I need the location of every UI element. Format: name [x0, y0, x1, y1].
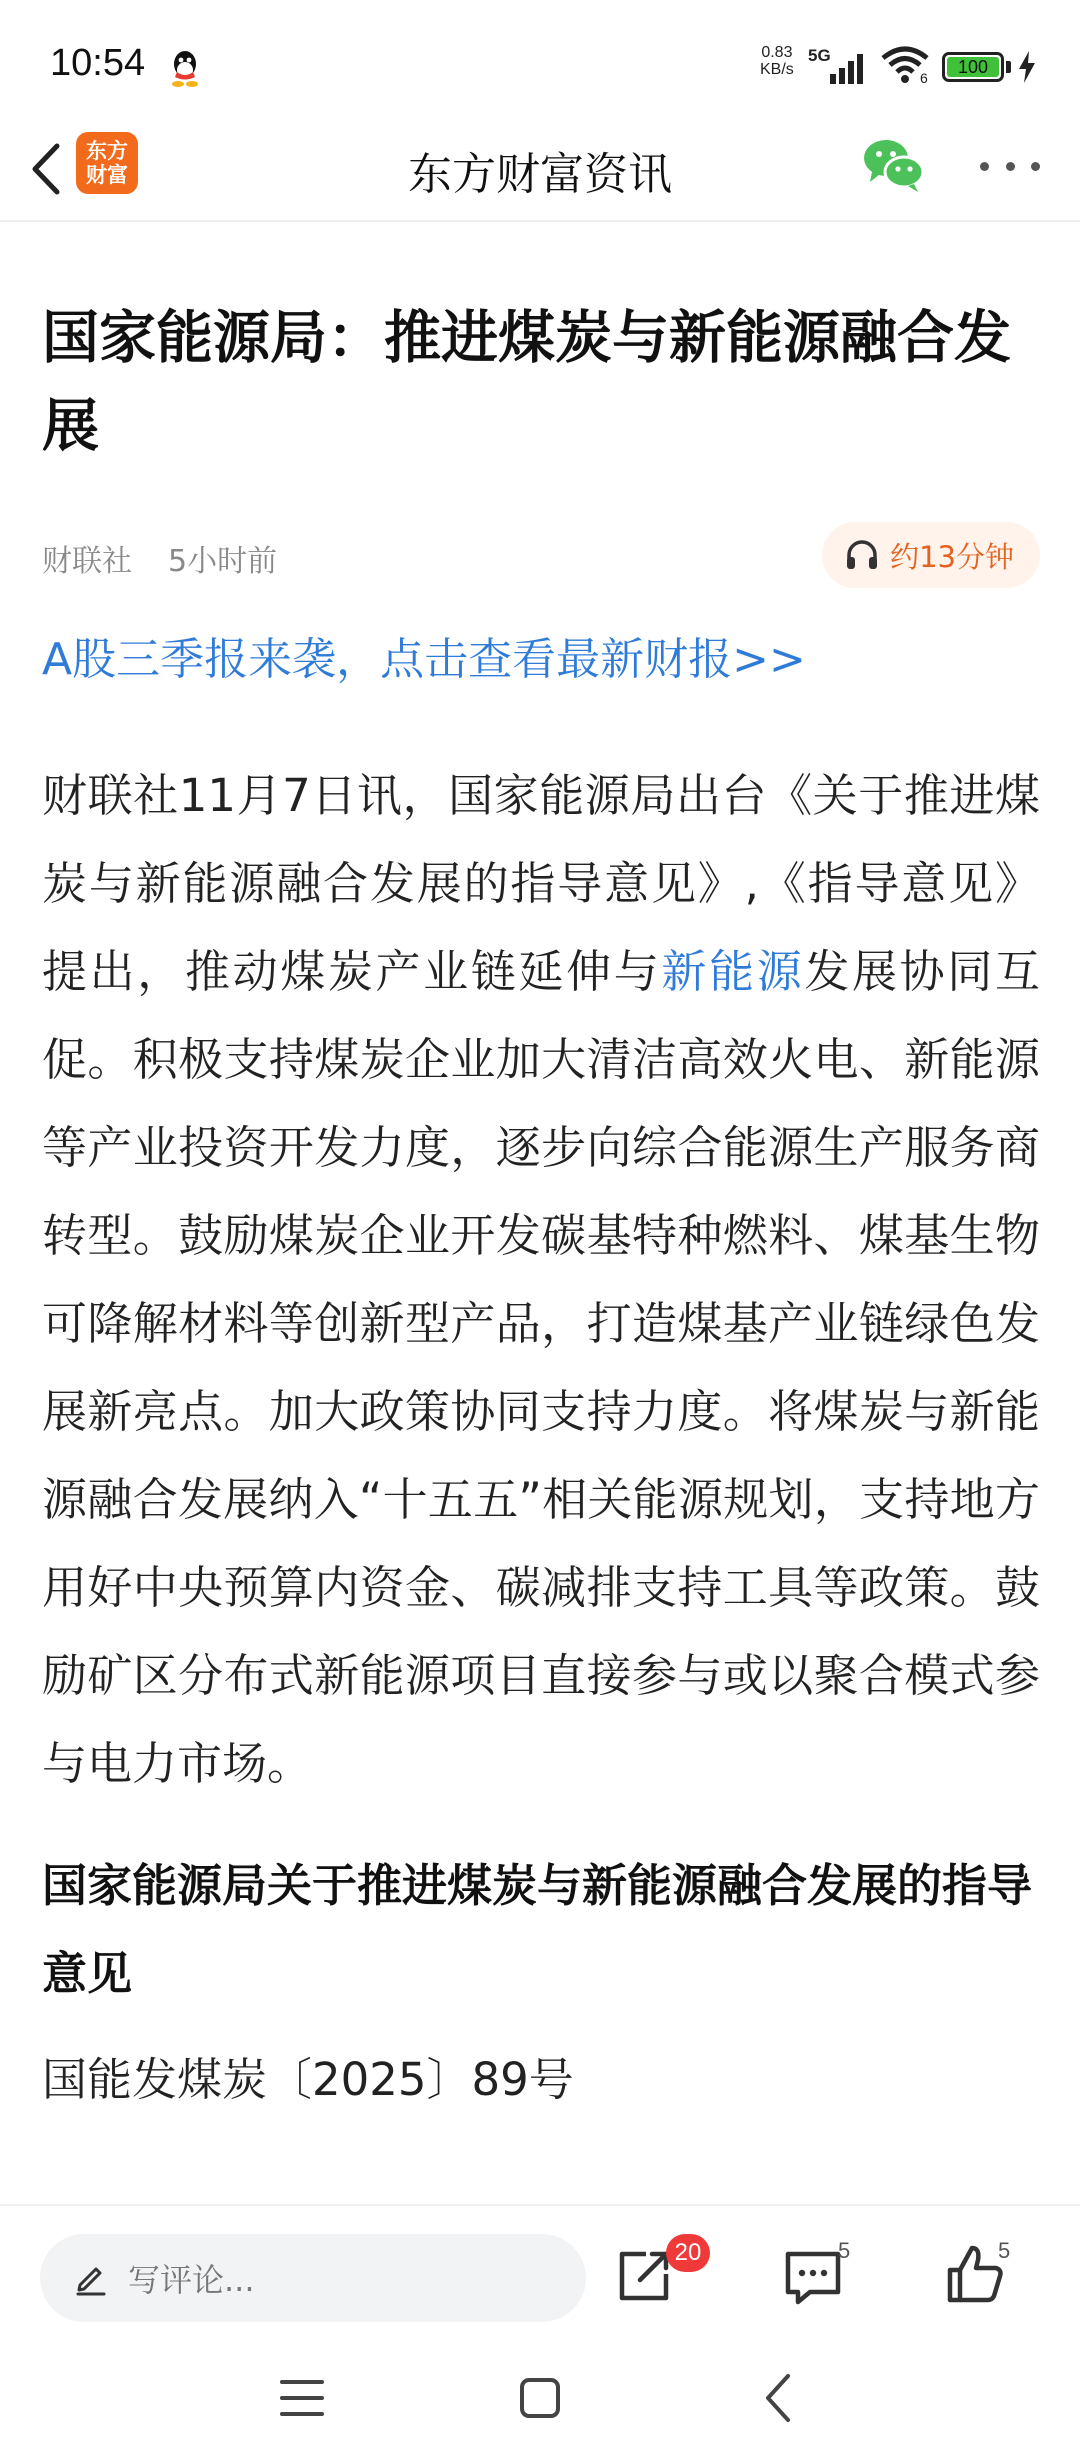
status-time: 10:54 [50, 42, 146, 84]
app-logo [76, 132, 138, 194]
bottom-action-bar [0, 2204, 1080, 2336]
net-speed-unit: KB/s [760, 61, 794, 78]
wechat-share-icon[interactable] [862, 134, 926, 194]
thumbs-up-icon[interactable] [944, 2242, 1006, 2306]
signal-icon [826, 50, 870, 84]
page-title: 东方财富资讯 [408, 149, 672, 200]
article-time: 5小时前 [168, 544, 278, 579]
article-meta [42, 522, 1040, 592]
home-icon[interactable] [510, 2368, 570, 2428]
nav-back-icon[interactable] [752, 2366, 808, 2430]
body-text-part2: 发展协同互促。积极支持煤炭企业加大清洁高效火电、新能源等产业投资开发力度，逐步向综合能源生产服务商转型。鼓励煤炭企业开发碳基特种燃料、煤基生物可降解材料等创新型产品，打造煤基产业链绿色发展新亮点。加大政策协同支持力度。将煤炭与新能源融合发展纳入“十五五”相关能源规划，支持地方用好中央预算内资金、碳减排支持工具等政策。鼓励矿区分布式新能源项目直接参与或以聚合模式参与电力市场。 [42, 945, 1040, 1790]
charging-icon [1016, 50, 1038, 84]
battery-tip [1006, 61, 1011, 73]
article-body [42, 752, 1040, 1808]
chevron-left-icon [29, 142, 63, 196]
article-content [42, 222, 1040, 2202]
comment-icon[interactable] [782, 2246, 844, 2308]
more-dot-icon [980, 162, 989, 171]
like-count: 5 [998, 2238, 1011, 2263]
logo-line-2: 财富 [86, 163, 128, 187]
document-number: 国能发煤炭〔2025〕89号 [42, 2053, 574, 2106]
back-button[interactable] [18, 134, 74, 204]
listen-duration: 约13分钟 [890, 539, 1014, 574]
net-speed [760, 44, 794, 78]
article-source: 财联社 [42, 544, 132, 579]
qq-icon [168, 48, 202, 88]
comment-count: 5 [838, 2238, 851, 2263]
comment-placeholder: 写评论... [128, 2261, 255, 2299]
battery-level: 100 [947, 57, 999, 77]
section-heading: 国家能源局关于推进煤炭与新能源融合发展的指导意见 [42, 1859, 1033, 2000]
earnings-promo-link[interactable]: A股三季报来袭，点击查看最新财报>> [42, 634, 806, 685]
network-type: 5G [808, 46, 831, 65]
menu-icon[interactable] [270, 2372, 334, 2424]
more-options-button[interactable] [980, 146, 1040, 186]
comment-input[interactable] [40, 2234, 586, 2322]
share-count-badge: 20 [666, 2234, 710, 2272]
system-nav-bar [0, 2336, 1080, 2460]
app-header [0, 120, 1080, 222]
more-dot-icon [1006, 162, 1015, 171]
net-speed-value: 0.83 [761, 44, 793, 61]
status-bar [0, 0, 1080, 120]
more-dot-icon [1031, 162, 1040, 171]
wifi-label: 6 [920, 70, 928, 86]
body-text-part1: 财联社11月7日讯，国家能源局出台《关于推进煤炭与新能源融合发展的指导意见》,《指导意见》提出，推动煤炭产业链延伸与 [42, 769, 1040, 998]
logo-line-1: 东方 [86, 139, 128, 163]
article-title: 国家能源局：推进煤炭与新能源融合发展 [42, 305, 1011, 459]
battery-icon [942, 52, 1004, 82]
headphones-icon [844, 537, 880, 573]
new-energy-link[interactable]: 新能源 [661, 945, 805, 998]
listen-audio-button[interactable] [822, 522, 1040, 588]
pencil-icon [72, 2259, 110, 2297]
